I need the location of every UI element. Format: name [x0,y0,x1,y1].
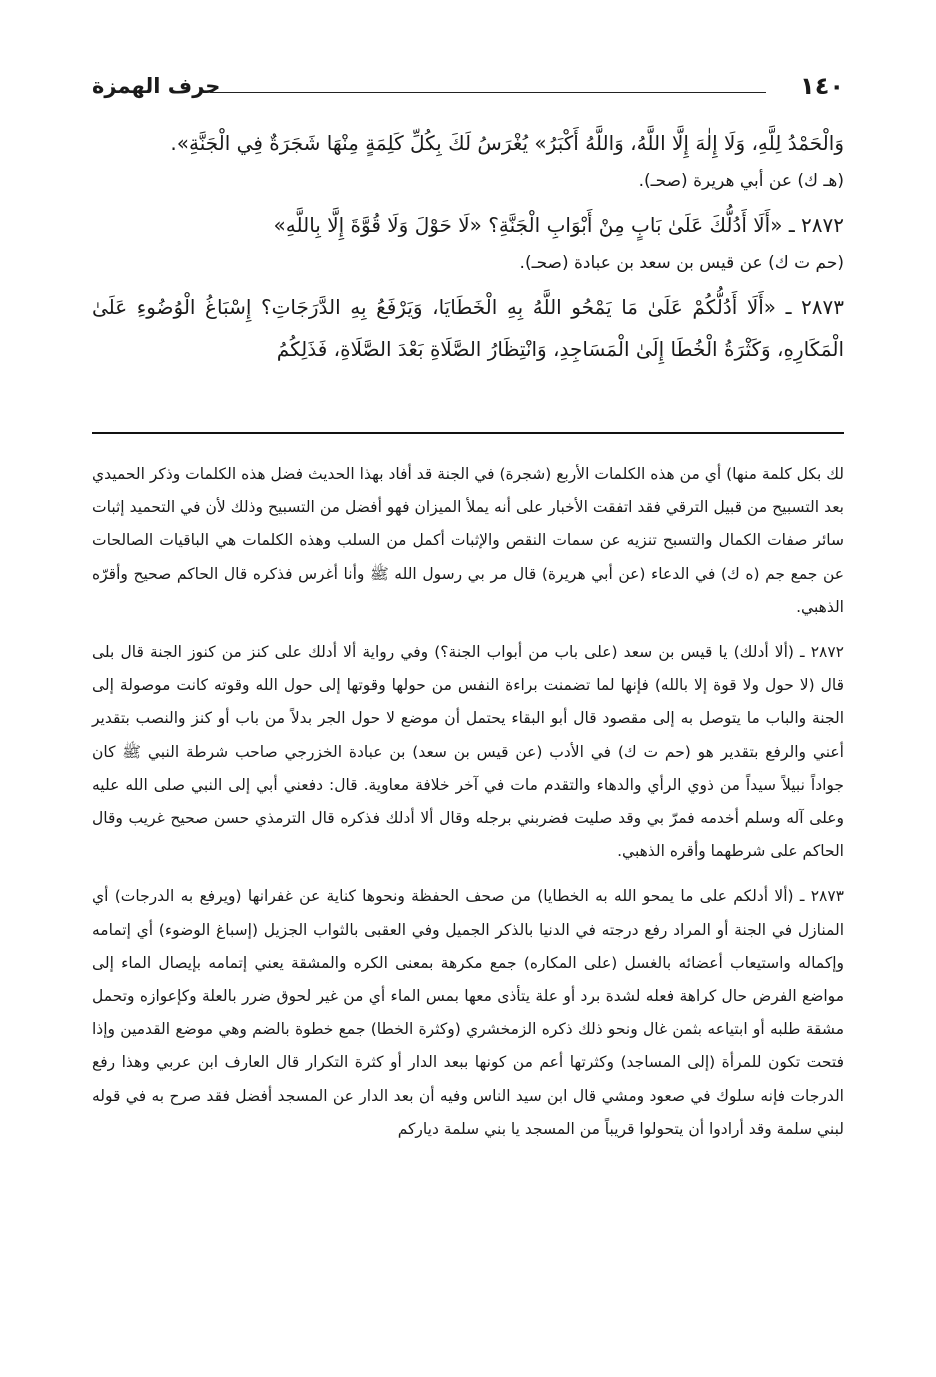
commentary [92,458,844,1158]
footnote-divider [92,432,844,434]
chapter-title: حرف الهمزة [92,74,221,98]
hadith-text [92,122,844,370]
commentary-note-1: لك بكل كلمة منها) أي من هذه الكلمات الأربع (شجرة) في الجنة قد أفاد بهذا الحديث فضل هذه الكلمات وذكر الحميدي بعد التسبيح من قبيل الترقي فقد اتفقت الأخبار على أنه يملأ الميزان فهو أفضل من التسبيح وذلك لأن في التحميد إثبات سائر صفات الكمال والتسبح تنزيه عن سمات النقص والإثبات أكمل من السلب وهذه الكلمات هي الباقيات الصالحات عن جمع جم (ه ك) في الدعاء (عن أبي هريرة) قال مر بي رسول الله ﷺ وأنا أغرس فذكره قال الحاكم صحيح وأقرّه الذهبي. [92,465,844,616]
header-rule [210,92,766,93]
page-number: ١٤٠ [800,72,844,100]
hadith-source: (هـ ك) عن أبي هريرة (صحـ). [638,171,844,191]
hadith-2872-source: (حم ت ك) عن قيس بن سعد بن عبادة (صحـ). [519,253,844,273]
commentary-note-2873: ٢٨٧٣ ـ (ألا أدلكم على ما يمحو الله به الخطايا) من صحف الحفظة ونحوها كناية عن غفرانها (ويرفع به الدرجات) أي المنازل في الجنة أو المراد رفع درجته في الدنيا بالذكر الجميل وفي العقبى بالثواب الجزيل (إسباغ الوضوء) أي إتمامه وإكماله واستيعاب أعضائه بالغسل (على المكاره) جمع مكرهة بمعنى الكره والمشقة يعني إتمامه بإيصال الماء إلى مواضع الفرض حال كراهة فعله لشدة برد أو علة يتأذى معها بمس الماء أي من غير لحوق ضرر بالعلة وكإعوازه وتحمل مشقة طلبه أو ابتياعه بثمن غال ونحو ذلك ذكره الزمخشري (وكثرة الخطا) جمع خطوة بالضم وهي موضع القدمين وإذا فتحت تكون للمرأة (إلى المساجد) وكثرتها أعم من كونها ببعد الدار أو كثرة التكرار قال العارف ابن عربي وهذا رفع الدرجات فإنه سلوك في صعود ومشي قال ابن سيد الناس وفيه أن بعد الدار عن المسجد أفضل فقد صرح به في قوله لبني سلمة وقد أرادوا أن يتحولوا قريباً من المسجد يا بني سلمة دياركم [92,887,844,1138]
page-header [92,72,844,112]
commentary-note-2872: ٢٨٧٢ ـ (ألا أدلك) يا قيس بن سعد (على باب من أبواب الجنة؟) وفي رواية ألا أدلك على كنز من كنوز الجنة قال بلى قال (لا حول ولا قوة إلا بالله) فإنها لما تضمنت براءة النفس من حولها وقوتها إلى حول الله وقوته كانت موصولة إلى الجنة والباب ما يتوصل به إلى مقصود قال أبو البقاء يحتمل أن موضع لا حول الجر بدلاً من باب أو كنز والنصب بتقدير أعني والرفع بتقدير هو (حم ت ك) في الأدب (عن قيس بن سعد) بن عبادة الخزرجي صاحب شرطة النبي ﷺ كان جواداً نبيلاً سيداً من ذوي الرأي والدهاء والتقدم مات في آخر خلافة معاوية. قال: دفعني أبي إلى النبي صلى الله عليه وعلى آله وسلم أخدمه فمرّ بي وقد صليت فضربني برجله وقال ألا أدلك فذكره قال الترمذي حسن صحيح غريب وقال الحاكم على شرطهما وأقره الذهبي. [92,643,844,861]
hadith-2872: ٢٨٧٢ ـ «أَلَا أَدُلُّكَ عَلَىٰ بَابٍ مِنْ أَبْوَابِ الْجَنَّةِ؟ «لَا حَوْلَ وَلَا قُوَّةَ إِلَّا بِاللَّهِ» [273,213,844,237]
hadith-continuation: وَالْحَمْدُ لِلَّهِ، وَلَا إِلٰهَ إِلَّا اللَّهُ، وَاللَّهُ أَكْبَرُ» يُغْرَسُ لَكَ بِكُلِّ كَلِمَةٍ مِنْهَا شَجَرَةٌ فِي الْجَنَّةِ». [170,131,844,155]
hadith-2873: ٢٨٧٣ ـ «أَلَا أَدُلُّكُمْ عَلَىٰ مَا يَمْحُو اللَّهُ بِهِ الْخَطَايَا، وَيَرْفَعُ بِهِ الدَّرَجَاتِ؟ إِسْبَاغُ الْوُضُوءِ عَلَىٰ الْمَكَارِهِ، وَكَثْرَةُ الْخُطَا إِلَىٰ الْمَسَاجِدِ، وَانْتِظَارُ الصَّلَاةِ بَعْدَ الصَّلَاةِ، فَذَلِكُمُ [92,295,844,361]
